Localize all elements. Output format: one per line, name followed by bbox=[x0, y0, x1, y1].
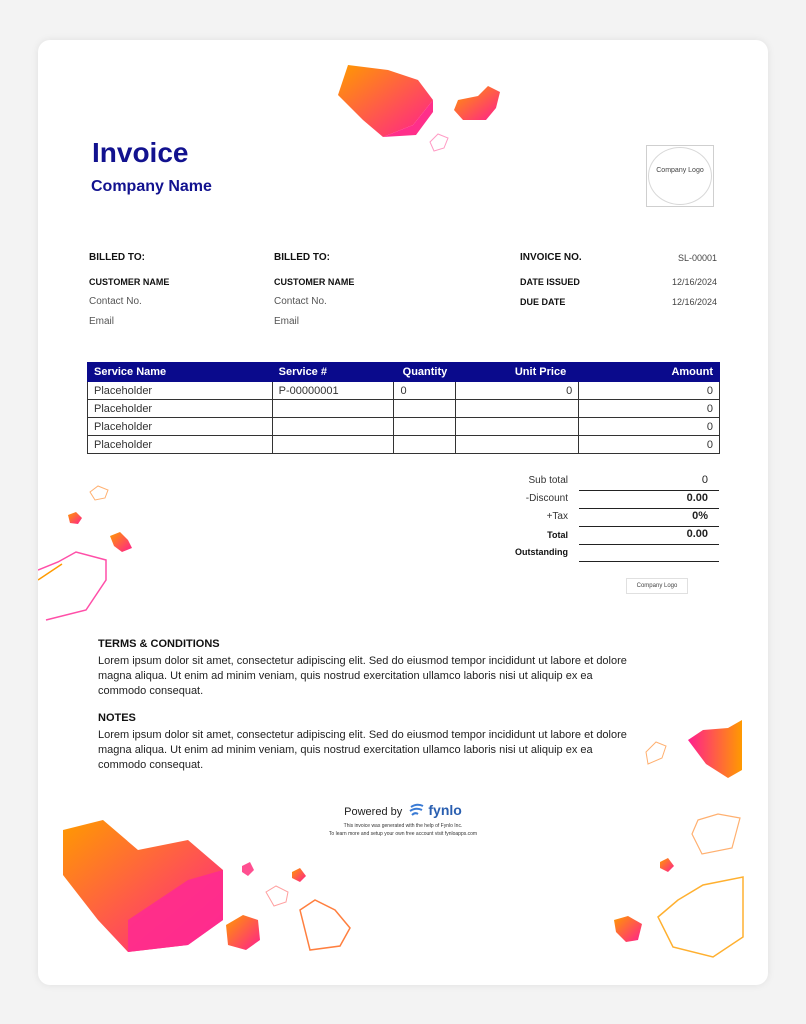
invoice-page bbox=[38, 40, 768, 985]
powered-by-label: Powered by bbox=[344, 806, 403, 818]
cell-unit-price[interactable] bbox=[456, 400, 579, 418]
notes-text: Lorem ipsum dolor sit amet, consectetur adipiscing elit. Sed do eiusmod tempor incididunt ut labore et dolore magna aliqua. Ut enim ad minim veniam, quis nostrud exercitation ullamco laboris nisi ut aliquip ex ea commodo consequat. bbox=[98, 729, 627, 771]
cell-quantity[interactable] bbox=[394, 436, 456, 454]
cell-unit-price[interactable] bbox=[456, 436, 579, 454]
table-row bbox=[88, 418, 720, 436]
cell-service-number[interactable]: P-00000001 bbox=[272, 382, 394, 400]
powered-by bbox=[38, 802, 768, 818]
discount-label: -Discount bbox=[525, 493, 568, 504]
col-header-amount: Amount bbox=[579, 363, 720, 382]
total-divider bbox=[579, 544, 719, 545]
contact-no-2: Contact No. bbox=[274, 296, 327, 307]
cell-amount: 0 bbox=[579, 436, 720, 454]
total-value: 0.00 bbox=[686, 528, 708, 540]
col-header-service-number: Service # bbox=[272, 363, 394, 382]
outstanding-divider bbox=[579, 561, 719, 562]
invoice-no-value: SL-00001 bbox=[677, 253, 717, 263]
logo-text: Company Logo bbox=[656, 167, 704, 174]
invoice-no-label: INVOICE NO. bbox=[520, 252, 582, 263]
invoice-title: Invoice bbox=[92, 137, 189, 168]
cell-service-name[interactable]: Placeholder bbox=[88, 418, 273, 436]
tax-value[interactable]: 0% bbox=[692, 510, 708, 522]
cell-amount: 0 bbox=[579, 382, 720, 400]
heart-shape-top-large bbox=[338, 65, 433, 137]
date-issued-value: 12/16/2024 bbox=[671, 277, 717, 287]
total-label: Total bbox=[547, 530, 568, 540]
subtotal-label: Sub total bbox=[528, 475, 568, 486]
tax-divider bbox=[579, 526, 719, 527]
cell-amount: 0 bbox=[579, 400, 720, 418]
col-header-unit-price: Unit Price bbox=[456, 363, 579, 382]
due-date-value: 12/16/2024 bbox=[671, 297, 717, 307]
company-logo-placeholder bbox=[646, 145, 714, 207]
cell-amount: 0 bbox=[579, 418, 720, 436]
discount-divider bbox=[579, 508, 719, 509]
cell-service-number[interactable] bbox=[272, 418, 394, 436]
cell-unit-price[interactable] bbox=[456, 418, 579, 436]
table-row bbox=[88, 436, 720, 454]
subtotal-value: 0 bbox=[701, 474, 708, 486]
contact-no-1: Contact No. bbox=[89, 296, 142, 307]
fynlo-logo-icon bbox=[409, 803, 425, 817]
billed-to-heading-2: BILLED TO: bbox=[274, 252, 330, 263]
discount-value[interactable]: 0.00 bbox=[686, 492, 708, 504]
company-name: Company Name bbox=[91, 178, 212, 195]
customer-name-1: CUSTOMER NAME bbox=[89, 277, 170, 287]
line-items-table bbox=[87, 362, 720, 454]
cell-quantity[interactable]: 0 bbox=[394, 382, 456, 400]
heart-shape-bottom-large bbox=[63, 820, 223, 952]
cell-unit-price[interactable]: 0 bbox=[456, 382, 579, 400]
fynlo-brand[interactable]: fynlo bbox=[428, 802, 462, 818]
cell-service-name[interactable]: Placeholder bbox=[88, 436, 273, 454]
col-header-service-name: Service Name bbox=[88, 363, 273, 382]
email-1: Email bbox=[89, 316, 115, 327]
cell-service-name[interactable]: Placeholder bbox=[88, 382, 273, 400]
subtotal-divider bbox=[579, 490, 719, 491]
table-row bbox=[88, 382, 720, 400]
terms-text: Lorem ipsum dolor sit amet, consectetur adipiscing elit. Sed do eiusmod tempor incididunt ut labore et dolore magna aliqua. Ut enim ad minim veniam, quis nostrud exercitation ullamco laboris nisi ut aliquip ex ea commodo consequat. bbox=[98, 655, 627, 697]
cell-service-number[interactable] bbox=[272, 400, 394, 418]
logo-circle-icon bbox=[648, 147, 712, 205]
cell-service-name[interactable]: Placeholder bbox=[88, 400, 273, 418]
cell-service-number[interactable] bbox=[272, 436, 394, 454]
notes-heading: NOTES bbox=[98, 712, 136, 724]
date-issued-label: DATE ISSUED bbox=[520, 277, 580, 287]
table-header-row bbox=[88, 363, 720, 382]
heart-shape-top-small bbox=[454, 86, 500, 120]
email-2: Email bbox=[274, 316, 300, 327]
due-date-label: DUE DATE bbox=[520, 297, 566, 307]
billed-to-heading-1: BILLED TO: bbox=[89, 252, 145, 263]
cell-quantity[interactable] bbox=[394, 400, 456, 418]
footer-line-1: This invoice was generated with the help of Fynlo Inc. bbox=[343, 823, 463, 829]
col-header-quantity: Quantity bbox=[394, 363, 456, 382]
table-row bbox=[88, 400, 720, 418]
customer-name-2: CUSTOMER NAME bbox=[274, 277, 355, 287]
tax-label: +Tax bbox=[546, 511, 568, 522]
outstanding-label: Outstanding bbox=[515, 547, 568, 557]
terms-heading: TERMS & CONDITIONS bbox=[98, 638, 220, 650]
footer-line-2: To learn more and setup your own free account visit fynloapps.com bbox=[328, 831, 478, 837]
cell-quantity[interactable] bbox=[394, 418, 456, 436]
company-logo-small: Company Logo bbox=[626, 578, 688, 594]
